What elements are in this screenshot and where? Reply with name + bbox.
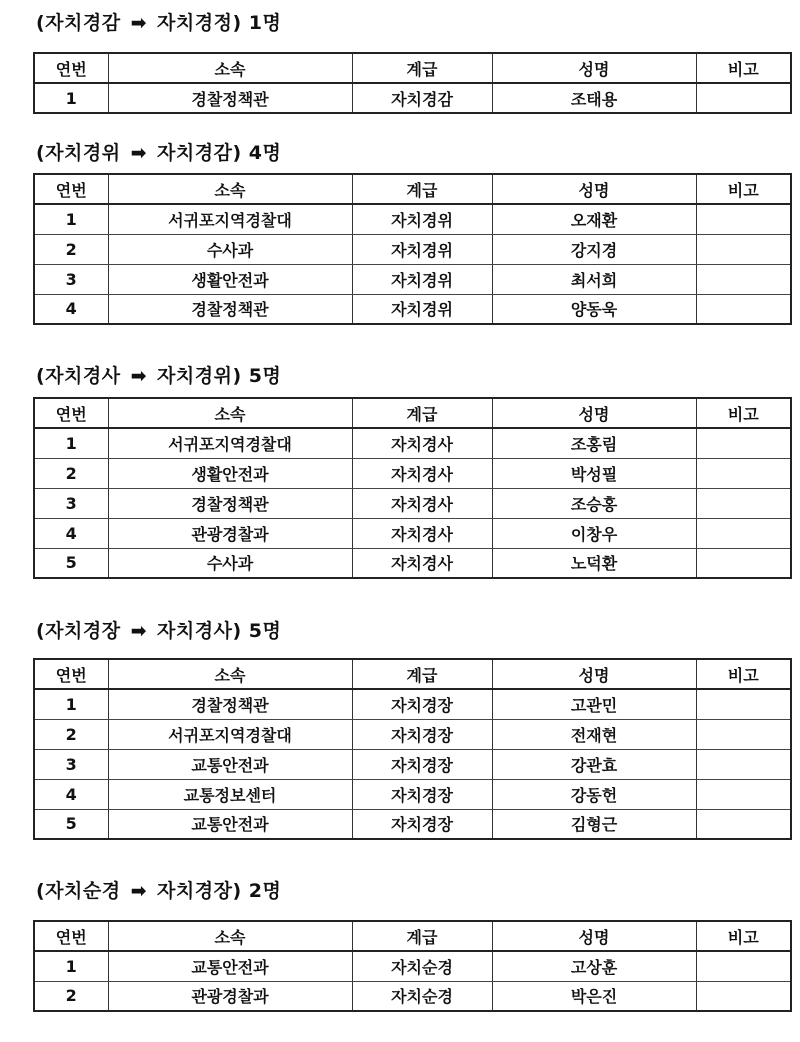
cell-no: 1 — [34, 951, 108, 981]
cell-no: 1 — [34, 204, 108, 234]
cell-note — [696, 689, 791, 719]
cell-note — [696, 951, 791, 981]
table-row — [34, 204, 791, 234]
cell-no: 2 — [34, 234, 108, 264]
column-header-note: 비고 — [696, 53, 791, 83]
cell-no: 3 — [34, 749, 108, 779]
cell-note — [696, 294, 791, 324]
cell-no: 1 — [34, 428, 108, 458]
column-header-rank: 계급 — [352, 174, 492, 204]
cell-name: 고상훈 — [492, 951, 696, 981]
cell-note — [696, 264, 791, 294]
cell-dept: 경찰정책관 — [108, 294, 352, 324]
cell-name: 최서희 — [492, 264, 696, 294]
to-rank: 자치경장) — [157, 880, 242, 902]
cell-dept: 교통안전과 — [108, 951, 352, 981]
cell-name: 양동욱 — [492, 294, 696, 324]
column-header-rank: 계급 — [352, 53, 492, 83]
table-row — [34, 809, 791, 839]
cell-no: 4 — [34, 518, 108, 548]
header-row — [34, 398, 791, 428]
column-header-rank: 계급 — [352, 921, 492, 951]
cell-rank: 자치경사 — [352, 518, 492, 548]
to-rank: 자치경위) — [157, 365, 242, 387]
cell-name: 강동헌 — [492, 779, 696, 809]
promotion-table — [33, 658, 792, 840]
cell-no: 1 — [34, 689, 108, 719]
to-rank: 자치경감) — [157, 142, 242, 164]
cell-note — [696, 809, 791, 839]
cell-note — [696, 981, 791, 1011]
cell-dept: 관광경찰과 — [108, 981, 352, 1011]
cell-name: 고관민 — [492, 689, 696, 719]
column-header-name: 성명 — [492, 921, 696, 951]
cell-name: 노덕환 — [492, 548, 696, 578]
cell-dept: 생활안전과 — [108, 264, 352, 294]
cell-dept: 생활안전과 — [108, 458, 352, 488]
cell-no: 4 — [34, 294, 108, 324]
cell-note — [696, 749, 791, 779]
cell-rank: 자치순경 — [352, 981, 492, 1011]
cell-name: 박성필 — [492, 458, 696, 488]
promotion-count: 1명 — [248, 12, 282, 34]
cell-dept: 관광경찰과 — [108, 518, 352, 548]
column-header-no: 연번 — [34, 53, 108, 83]
column-header-dept: 소속 — [108, 659, 352, 689]
cell-rank: 자치경사 — [352, 548, 492, 578]
cell-note — [696, 234, 791, 264]
section-title — [36, 8, 281, 35]
cell-name: 이창우 — [492, 518, 696, 548]
column-header-name: 성명 — [492, 174, 696, 204]
column-header-no: 연번 — [34, 921, 108, 951]
column-header-rank: 계급 — [352, 659, 492, 689]
column-header-note: 비고 — [696, 398, 791, 428]
arrow-icon: ➡ — [130, 880, 148, 902]
cell-rank: 자치경위 — [352, 204, 492, 234]
cell-rank: 자치경사 — [352, 488, 492, 518]
cell-name: 박은진 — [492, 981, 696, 1011]
cell-rank: 자치경위 — [352, 264, 492, 294]
column-header-note: 비고 — [696, 659, 791, 689]
table-row — [34, 689, 791, 719]
cell-no: 5 — [34, 548, 108, 578]
section-title — [36, 138, 281, 165]
column-header-dept: 소속 — [108, 174, 352, 204]
cell-note — [696, 458, 791, 488]
promotion-table — [33, 920, 792, 1012]
cell-rank: 자치경사 — [352, 458, 492, 488]
from-rank: (자치순경 — [36, 880, 121, 902]
cell-rank: 자치경장 — [352, 719, 492, 749]
cell-note — [696, 779, 791, 809]
table-row — [34, 719, 791, 749]
cell-no: 2 — [34, 981, 108, 1011]
section-title — [36, 876, 281, 903]
column-header-note: 비고 — [696, 921, 791, 951]
promotion-count: 2명 — [248, 880, 282, 902]
table-row — [34, 518, 791, 548]
cell-name: 전재현 — [492, 719, 696, 749]
cell-note — [696, 719, 791, 749]
column-header-rank: 계급 — [352, 398, 492, 428]
cell-no: 1 — [34, 83, 108, 113]
table-row — [34, 83, 791, 113]
column-header-name: 성명 — [492, 398, 696, 428]
table-row — [34, 981, 791, 1011]
cell-rank: 자치경장 — [352, 779, 492, 809]
cell-name: 오재환 — [492, 204, 696, 234]
cell-note — [696, 83, 791, 113]
cell-name: 조승홍 — [492, 488, 696, 518]
arrow-icon: ➡ — [130, 620, 148, 642]
cell-note — [696, 204, 791, 234]
column-header-name: 성명 — [492, 659, 696, 689]
cell-name: 조홍림 — [492, 428, 696, 458]
from-rank: (자치경사 — [36, 365, 121, 387]
cell-note — [696, 488, 791, 518]
cell-no: 5 — [34, 809, 108, 839]
cell-name: 강관효 — [492, 749, 696, 779]
cell-name: 조태용 — [492, 83, 696, 113]
table-row — [34, 428, 791, 458]
cell-dept: 서귀포지역경찰대 — [108, 719, 352, 749]
header-row — [34, 921, 791, 951]
cell-no: 2 — [34, 458, 108, 488]
cell-dept: 수사과 — [108, 548, 352, 578]
cell-note — [696, 428, 791, 458]
promotion-count: 4명 — [248, 142, 282, 164]
cell-dept: 수사과 — [108, 234, 352, 264]
column-header-no: 연번 — [34, 659, 108, 689]
cell-dept: 교통안전과 — [108, 749, 352, 779]
cell-no: 3 — [34, 488, 108, 518]
table-row — [34, 951, 791, 981]
cell-rank: 자치경장 — [352, 689, 492, 719]
column-header-note: 비고 — [696, 174, 791, 204]
section-title — [36, 616, 281, 643]
cell-name: 김형근 — [492, 809, 696, 839]
from-rank: (자치경장 — [36, 620, 121, 642]
cell-rank: 자치경장 — [352, 749, 492, 779]
section-title — [36, 361, 281, 388]
table-row — [34, 294, 791, 324]
cell-note — [696, 518, 791, 548]
column-header-dept: 소속 — [108, 398, 352, 428]
cell-rank: 자치경감 — [352, 83, 492, 113]
header-row — [34, 174, 791, 204]
promotion-table — [33, 173, 792, 325]
column-header-no: 연번 — [34, 398, 108, 428]
cell-name: 강지경 — [492, 234, 696, 264]
cell-rank: 자치경사 — [352, 428, 492, 458]
cell-rank: 자치경위 — [352, 294, 492, 324]
table-row — [34, 749, 791, 779]
arrow-icon: ➡ — [130, 365, 148, 387]
cell-dept: 교통안전과 — [108, 809, 352, 839]
arrow-icon: ➡ — [130, 142, 148, 164]
table-row — [34, 548, 791, 578]
table-row — [34, 458, 791, 488]
table-row — [34, 234, 791, 264]
header-row — [34, 659, 791, 689]
cell-dept: 서귀포지역경찰대 — [108, 204, 352, 234]
cell-no: 4 — [34, 779, 108, 809]
column-header-dept: 소속 — [108, 921, 352, 951]
table-row — [34, 779, 791, 809]
cell-no: 3 — [34, 264, 108, 294]
cell-dept: 서귀포지역경찰대 — [108, 428, 352, 458]
to-rank: 자치경정) — [157, 12, 242, 34]
from-rank: (자치경위 — [36, 142, 121, 164]
from-rank: (자치경감 — [36, 12, 121, 34]
table-row — [34, 488, 791, 518]
promotion-table — [33, 397, 792, 579]
cell-no: 2 — [34, 719, 108, 749]
table-row — [34, 264, 791, 294]
column-header-no: 연번 — [34, 174, 108, 204]
cell-dept: 경찰정책관 — [108, 488, 352, 518]
cell-dept: 경찰정책관 — [108, 83, 352, 113]
cell-rank: 자치경위 — [352, 234, 492, 264]
promotion-count: 5명 — [248, 620, 282, 642]
arrow-icon: ➡ — [130, 12, 148, 34]
header-row — [34, 53, 791, 83]
to-rank: 자치경사) — [157, 620, 242, 642]
cell-rank: 자치순경 — [352, 951, 492, 981]
promotion-count: 5명 — [248, 365, 282, 387]
column-header-dept: 소속 — [108, 53, 352, 83]
column-header-name: 성명 — [492, 53, 696, 83]
cell-note — [696, 548, 791, 578]
promotion-table — [33, 52, 792, 114]
cell-dept: 교통정보센터 — [108, 779, 352, 809]
cell-rank: 자치경장 — [352, 809, 492, 839]
cell-dept: 경찰정책관 — [108, 689, 352, 719]
